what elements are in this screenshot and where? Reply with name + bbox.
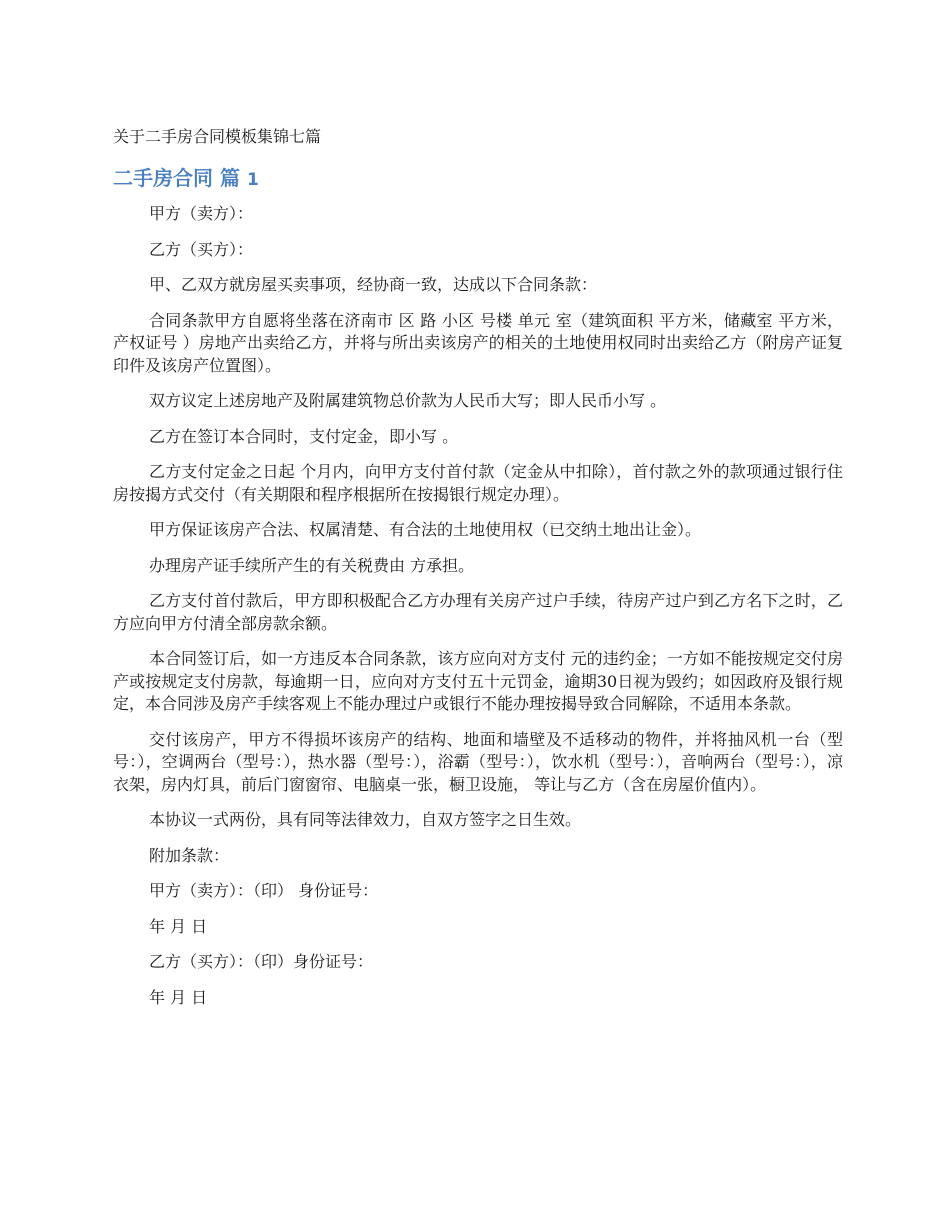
clause-property: 合同条款甲方自愿将坐落在济南市 区 路 小区 号楼 单元 室（建筑面积 平方米，储藏室 平方米，产权证号 ）房地产出卖给乙方，并将与所出卖该房产的相关的土地使用权同时出卖给乙方（附房产证复印件及该房产位置图）。 [113,310,843,375]
clause-transfer: 乙方支付首付款后，甲方即积极配合乙方办理有关房产过户手续，待房产过户到乙方名下之时，乙方应向甲方付清全部房款余额。 [113,591,843,633]
section-heading-number: 1 [246,170,259,190]
buyer-date-line: 年 月 日 [149,987,208,1007]
clause-seller-guarantee: 甲方保证该房产合法、权属清楚、有合法的土地使用权（已交纳土地出让金）。 [149,520,702,539]
seller-signature-line: 甲方（卖方）：（印） 身份证号： [149,881,379,900]
seller-line: 甲方（卖方）： [149,204,254,223]
seller-date-line: 年 月 日 [149,916,208,936]
clause-price: 双方议定上述房地产及附属建筑物总价款为人民币大写；即人民币小写 。 [149,391,667,410]
additional-terms-label: 附加条款： [149,845,230,865]
section-heading [113,164,259,194]
buyer-line: 乙方（买方）： [149,239,254,259]
buyer-signature-line: 乙方（买方）：（印）身份证号： [149,952,374,971]
clause-deposit: 乙方在签订本合同时，支付定金，即小写 。 [149,426,459,446]
clause-breach: 本合同签订后，如一方违反本合同条款，该方应向对方支付 元的违约金；一方如不能按规定交付房产或按规定支付房款，每逾期一日，应向对方支付五十元罚金，逾期30日视为毁约；如因政府及银行规定，本合同涉及房产手续客观上不能办理过户或银行不能办理按揭导致合同解除，不适用本条款。 [113,649,843,713]
agreement-intro: 甲、乙双方就房屋买卖事项，经协商一致，达成以下合同条款： [149,275,598,294]
clause-effectiveness: 本协议一式两份，具有同等法律效力，自双方签字之日生效。 [149,810,582,829]
section-heading-text: 二手房合同 篇 [113,166,240,190]
contract-body [113,203,843,1022]
clause-handover: 交付该房产，甲方不得损坏该房产的结构、地面和墙壁及不适移动的物件，并将抽风机一台（型号：），空调两台（型号：），热水器（型号：），浴霸（型号：），饮水机（型号：），音响两台（型号：），凉衣架，房内灯具，前后门窗窗帘、电脑桌一张，橱卫设施， 等让与乙方（含在房屋价值内）。 [113,729,843,794]
clause-taxes: 办理房产证手续所产生的有关税费由 方承担。 [149,555,475,575]
document-title: 关于二手房合同模板集锦七篇 [113,127,322,146]
clause-down-payment: 乙方支付定金之日起 个月内，向甲方支付首付款（定金从中扣除），首付款之外的款项通过银行住房按揭方式交付（有关期限和程序根据所在按揭银行规定办理）。 [113,462,843,504]
